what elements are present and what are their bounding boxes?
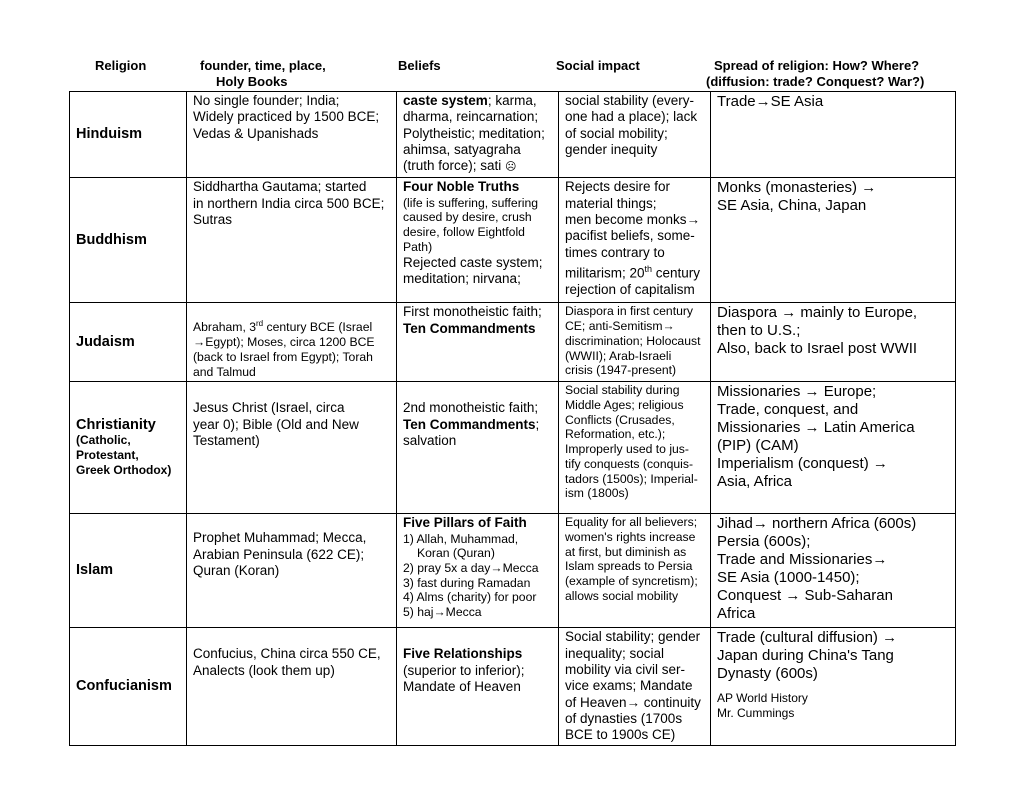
founder-cell: Confucius, China circa 550 CE, Analects (look them up): [187, 628, 397, 746]
header-spread-line2: (diffusion: trade? Conquest? War?): [706, 74, 925, 89]
header-founder-line2: Holy Books: [216, 74, 288, 89]
course-footer: AP World History Mr. Cummings: [717, 691, 808, 721]
religions-table: [69, 91, 956, 746]
table-row: [70, 303, 956, 382]
spread-cell: Missionaries → Europe; Trade, conquest, and Missionaries → Latin America (PIP) (CAM) Imperialism (conquest) → Asia, Africa: [711, 382, 956, 514]
header-spread: [706, 58, 924, 90]
beliefs-cell: Five Relationships (superior to inferior); Mandate of Heaven: [397, 628, 559, 746]
beliefs-cell: 2nd monotheistic faith; Ten Commandments; salvation: [397, 382, 559, 514]
header-religion: Religion: [95, 58, 147, 73]
beliefs-cell: First monotheistic faith; Ten Commandments: [397, 303, 559, 382]
social-cell: Equality for all believers; women's rights increase at first, but diminish as Islam spreads to Persia (example of syncretism); allows social mobility: [559, 514, 711, 628]
social-cell: Social stability; gender inequality; social mobility via civil ser- vice exams; Mandate of Heaven→ continuity of dynasties (1700s BCE to 1900s CE): [559, 628, 711, 746]
spread-cell: Trade (cultural diffusion) → Japan during China's Tang Dynasty (600s) AP World History Mr. Cummings: [711, 628, 956, 746]
beliefs-cell: Five Pillars of Faith 1) Allah, Muhammad, Koran (Quran) 2) pray 5x a day→Mecca 3) fast during Ramadan 4) Alms (charity) for poor 5) haj→Mecca: [397, 514, 559, 628]
religion-name: Hinduism: [70, 92, 187, 178]
social-cell: Social stability during Middle Ages; religious Conflicts (Crusades, Reformation, etc.); Improperly used to jus- tify conquests (conquis- tadors (1500s); Imperial- ism (1800s): [559, 382, 711, 514]
social-cell: Diaspora in first century CE; anti-Semitism→ discrimination; Holocaust (WWII); Arab-Israeli crisis (1947-present): [559, 303, 711, 382]
header-beliefs: Beliefs: [398, 58, 441, 73]
religion-name: Islam: [70, 514, 187, 628]
spread-cell: Monks (monasteries) → SE Asia, China, Japan: [711, 178, 956, 303]
header-founder-line1: founder, time, place,: [200, 58, 326, 73]
social-cell: social stability (every- one had a place); lack of social mobility; gender inequity: [559, 92, 711, 178]
header-social: Social impact: [556, 58, 640, 73]
social-cell: Rejects desire for material things; men become monks→ pacifist beliefs, some- times contrary to militarism; 20th century rejection of capitalism: [559, 178, 711, 303]
table-row: [70, 382, 956, 514]
table-row: [70, 92, 956, 178]
religion-name: Judaism: [70, 303, 187, 382]
spread-cell: Trade→SE Asia: [711, 92, 956, 178]
religion-name: Buddhism: [70, 178, 187, 303]
spread-cell: Diaspora → mainly to Europe, then to U.S.; Also, back to Israel post WWII: [711, 303, 956, 382]
founder-cell: Abraham, 3rd century BCE (Israel →Egypt); Moses, circa 1200 BCE (back to Israel from Egypt); Torah and Talmud: [187, 303, 397, 382]
table-row: [70, 514, 956, 628]
founder-cell: Prophet Muhammad; Mecca, Arabian Peninsula (622 CE); Quran (Koran): [187, 514, 397, 628]
header-founder: [200, 58, 326, 90]
founder-cell: Jesus Christ (Israel, circa year 0); Bible (Old and New Testament): [187, 382, 397, 514]
frown-icon: ☹: [505, 161, 517, 174]
religion-name: Confucianism: [70, 628, 187, 746]
beliefs-cell: Four Noble Truths (life is suffering, suffering caused by desire, crush desire, follow Eightfold Path) Rejected caste system; meditation; nirvana;: [397, 178, 559, 303]
founder-cell: No single founder; India; Widely practiced by 1500 BCE; Vedas & Upanishads: [187, 92, 397, 178]
beliefs-cell: caste system; karma, dharma, reincarnation; Polytheistic; meditation; ahimsa, satyagraha (truth force); sati ☹: [397, 92, 559, 178]
table-row: [70, 628, 956, 746]
religion-name: Christianity (Catholic, Protestant, Greek Orthodox): [70, 382, 187, 514]
spread-cell: Jihad→ northern Africa (600s) Persia (600s); Trade and Missionaries→ SE Asia (1000-1450); Conquest → Sub-Saharan Africa: [711, 514, 956, 628]
table-row: [70, 178, 956, 303]
founder-cell: Siddhartha Gautama; started in northern India circa 500 BCE; Sutras: [187, 178, 397, 303]
header-spread-line1: Spread of religion: How? Where?: [714, 58, 920, 73]
